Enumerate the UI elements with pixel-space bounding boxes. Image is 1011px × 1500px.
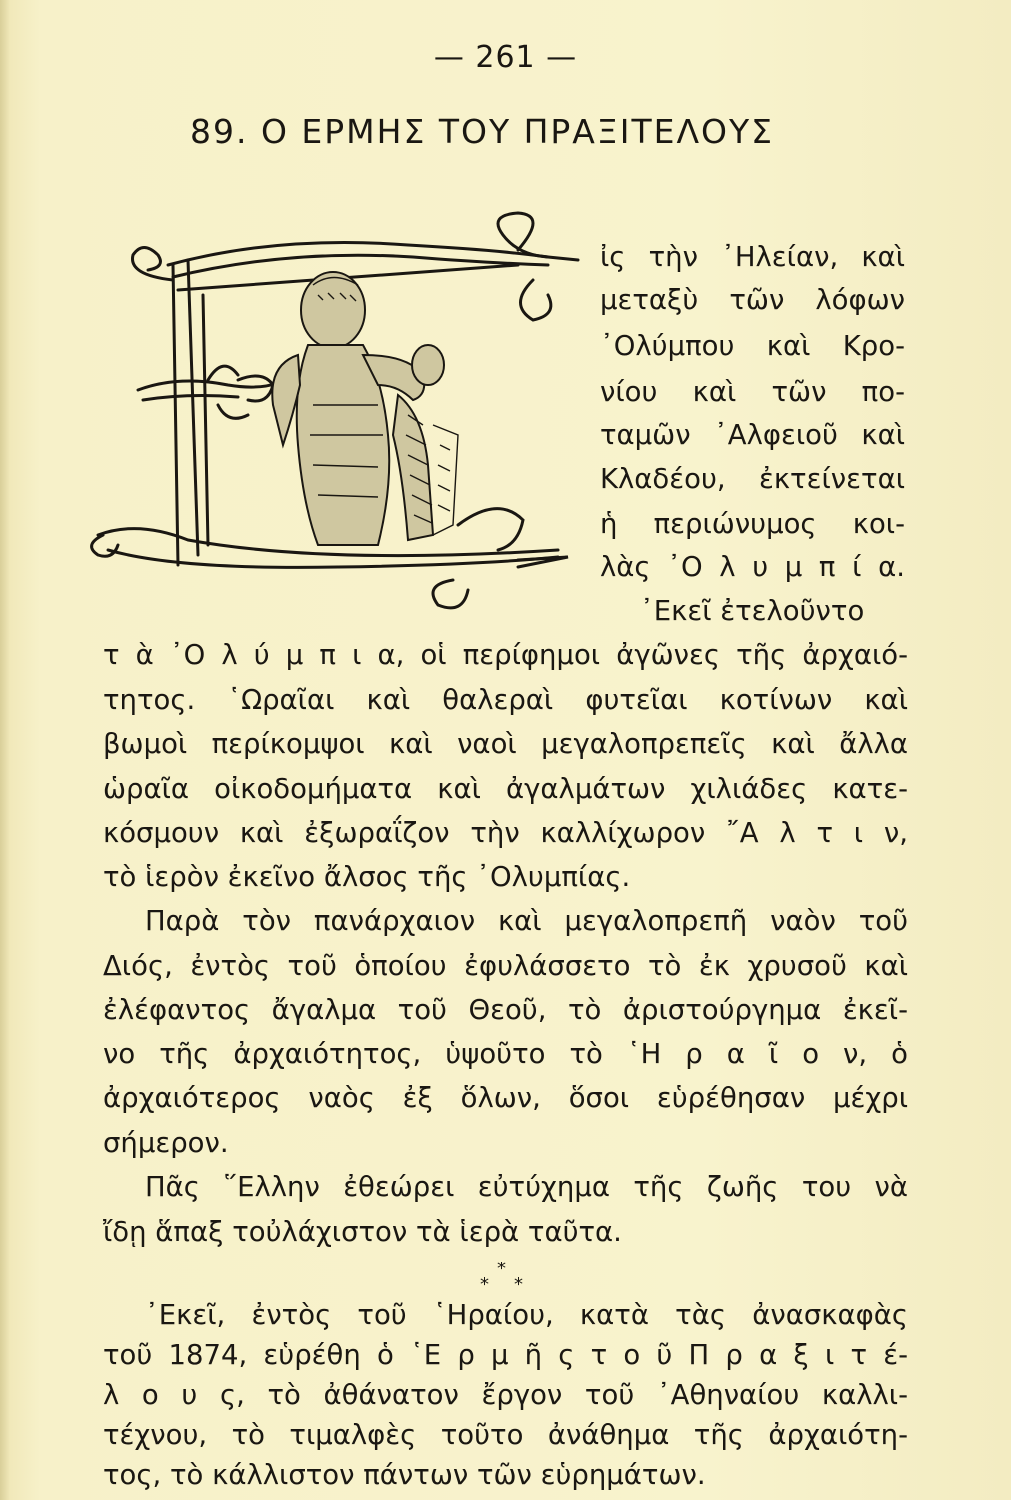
text-line: τέχνου, τὸ τιμαλφὲς τοῦτο ἀνάθημα τῆς ἀρχαιότη- [103, 1419, 908, 1451]
text-line: Παρὰ τὸν πανάρχαιον καὶ μεγαλοπρεπῆ ναὸν τοῦ [145, 905, 908, 937]
text-line: ἡ περιώνυμος κοι- [600, 508, 905, 540]
text-line: ὡραῖα οἰκοδομήματα καὶ ἀγαλμάτων χιλιάδες κατε- [103, 773, 908, 805]
text-line: λὰς ᾿Ο λ υ μ π ί α. [600, 551, 905, 583]
text-line: Διός, ἐντὸς τοῦ ὁποίου ἐφυλάσσετο τὸ ἐκ χρυσοῦ καὶ [103, 950, 908, 982]
page-number: — 261 — [433, 40, 578, 75]
text-line: μεταξὺ τῶν λόφων [600, 284, 905, 316]
text-line: σήμερον. [103, 1127, 229, 1159]
text-line: λ ο υ ς, τὸ ἀθάνατον ἔργον τοῦ ᾿Αθηναίου καλλι- [103, 1379, 908, 1411]
text-line: τοῦ 1874, εὑρέθη ὁ ῾Ε ρ μ ῆ ς τ ο ῦ Π ρ α ξ ι τ έ- [103, 1339, 908, 1371]
svg-text:*: * [514, 1274, 523, 1292]
svg-text:*: * [480, 1274, 489, 1292]
text-line: τὸ ἱερὸν ἐκεῖνο ἄλσος τῆς ᾿Ολυμπίας. [103, 861, 631, 893]
ornamental-capital-E-hermes-icon [78, 205, 588, 625]
text-line: νο τῆς ἀρχαιότητος, ὑψοῦτο τὸ ῾Η ρ α ῖ ο ν, ὁ [103, 1038, 908, 1070]
asterism-icon [470, 1262, 540, 1292]
text-line: Κλαδέου, ἐκτείνεται [600, 463, 905, 495]
text-line: τος, τὸ κάλλιστον πάντων τῶν εὑρημάτων. [103, 1459, 706, 1491]
text-line: τ ὰ ᾿Ο λ ύ μ π ι α, οἱ περίφημοι ἀγῶνες τῆς ἀρχαιό- [103, 639, 908, 671]
text-line: ἀρχαιότερος ναὸς ἐξ ὅλων, ὅσοι εὑρέθησαν μέχρι [103, 1082, 908, 1114]
page-edge [0, 0, 10, 1500]
text-line: νίου καὶ τῶν πο- [600, 376, 905, 408]
text-line: βωμοὶ περίκομψοι καὶ ναοὶ μεγαλοπρεπεῖς καὶ ἄλλα [103, 728, 908, 760]
text-line: Πᾶς ῞Ελλην ἐθεώρει εὐτύχημα τῆς ζωῆς του νὰ [145, 1171, 908, 1203]
text-line: ἰς τὴν ᾿Ηλείαν, καὶ [600, 241, 905, 273]
text-line: τητος. ῾Ωραῖαι καὶ θαλεραὶ φυτεῖαι κοτίνων καὶ [103, 684, 908, 716]
text-line: ἴδῃ ἅπαξ τοὐλάχιστον τὰ ἱερὰ ταῦτα. [103, 1216, 622, 1248]
text-line: κόσμουν καὶ ἐξωραΐζον τὴν καλλίχωρον ῎Α λ τ ι ν, [103, 817, 908, 849]
text-line: ταμῶν ᾿Αλφειοῦ καὶ [600, 419, 905, 451]
text-line: ᾿Ολύμπου καὶ Κρο- [600, 330, 905, 362]
chapter-title: 89. Ο ΕΡΜΗΣ ΤΟΥ ΠΡΑΞΙΤΕΛΟΥΣ [190, 112, 775, 151]
text-line: ᾿Εκεῖ, ἐντὸς τοῦ ῾Ηραίου, κατὰ τὰς ἀνασκαφὰς [145, 1299, 908, 1331]
svg-text:*: * [497, 1262, 506, 1279]
text-line: ᾿Εκεῖ ἐτελοῦντο [640, 595, 865, 627]
text-line: ἐλέφαντος ἄγαλμα τοῦ Θεοῦ, τὸ ἀριστούργημα ἐκεῖ- [103, 994, 908, 1026]
